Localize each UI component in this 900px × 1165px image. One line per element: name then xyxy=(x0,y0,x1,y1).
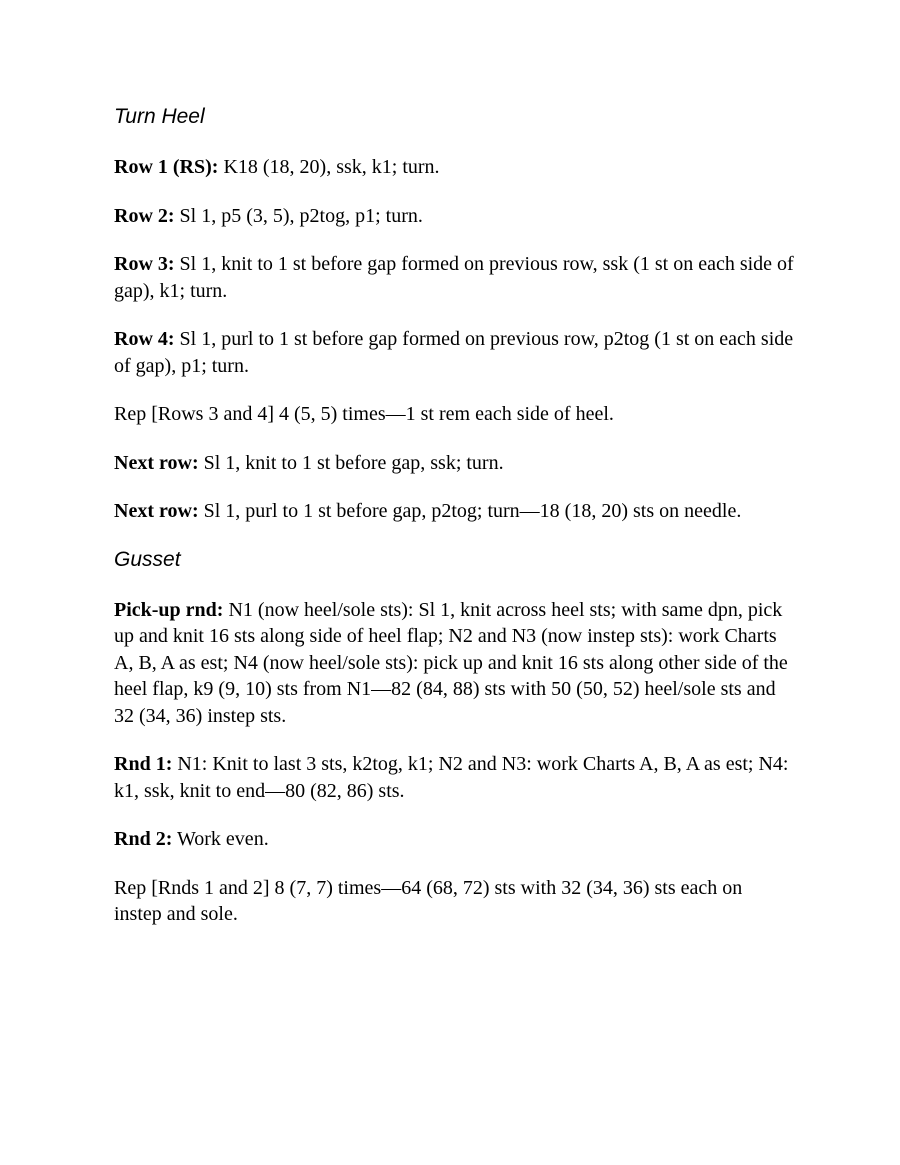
instruction-paragraph xyxy=(114,751,794,804)
section-heading-gusset: Gusset xyxy=(114,547,181,571)
row-text: N1: Knit to last 3 sts, k2tog, k1; N2 and N3: work Charts A, B, A as est; N4: k1, ssk, knit to end—80 (82, 86) sts. xyxy=(114,753,789,802)
row-label: Next row: xyxy=(114,500,199,522)
row-label: Next row: xyxy=(114,451,199,474)
gusset-instructions xyxy=(114,597,794,928)
instruction-paragraph xyxy=(114,251,794,304)
instruction-paragraph xyxy=(114,203,794,230)
instruction-paragraph xyxy=(114,597,794,730)
row-text: Sl 1, purl to 1 st before gap formed on previous row, p2tog (1 st on each side of gap), p1; turn. xyxy=(114,328,794,377)
document-body xyxy=(114,100,794,928)
row-label: Row 3: xyxy=(114,253,175,275)
row-text: Sl 1, p5 (3, 5), p2tog, p1; turn. xyxy=(174,204,423,227)
turn-heel-instructions xyxy=(114,154,794,525)
row-text: N1 (now heel/sole sts): Sl 1, knit across heel sts; with same dpn, pick up and knit 16 sts along side of heel flap; N2 and N3 (now instep sts): work Charts A, B, A as est; N4 (now heel/sole sts): pick up and knit 16 sts along other side of the heel flap, k9 (9, 10) sts from N1—82 (84, 88) sts with 50 (50, 52) heel/sole sts and 32 (34, 36) instep sts. xyxy=(114,598,788,727)
row-label: Rnd 2: xyxy=(114,828,173,850)
section-heading-turn-heel: Turn Heel xyxy=(114,105,205,128)
row-text: K18 (18, 20), ssk, k1; turn. xyxy=(218,156,440,178)
instruction-paragraph xyxy=(114,826,794,853)
row-text: Rep [Rows 3 and 4] 4 (5, 5) times—1 st rem each side of heel. xyxy=(114,403,614,425)
instruction-paragraph xyxy=(114,498,794,525)
row-text: Sl 1, purl to 1 st before gap, p2tog; turn—18 (18, 20) sts on needle. xyxy=(198,500,742,522)
row-label: Row 2: xyxy=(114,204,175,227)
row-label: Row 1 (RS): xyxy=(114,156,219,178)
instruction-paragraph xyxy=(114,401,794,428)
row-text: Work even. xyxy=(172,828,269,850)
row-label: Row 4: xyxy=(114,328,175,350)
row-label: Pick-up rnd: xyxy=(114,598,224,621)
instruction-paragraph xyxy=(114,875,794,928)
row-text: Rep [Rnds 1 and 2] 8 (7, 7) times—64 (68, 72) sts with 32 (34, 36) sts each on instep and sole. xyxy=(114,876,743,925)
instruction-paragraph xyxy=(114,326,794,379)
row-text: Sl 1, knit to 1 st before gap formed on previous row, ssk (1 st on each side of gap), k1; turn. xyxy=(114,253,794,302)
instruction-paragraph xyxy=(114,450,794,477)
instruction-paragraph xyxy=(114,154,794,181)
row-label: Rnd 1: xyxy=(114,753,173,775)
row-text: Sl 1, knit to 1 st before gap, ssk; turn. xyxy=(198,451,504,474)
